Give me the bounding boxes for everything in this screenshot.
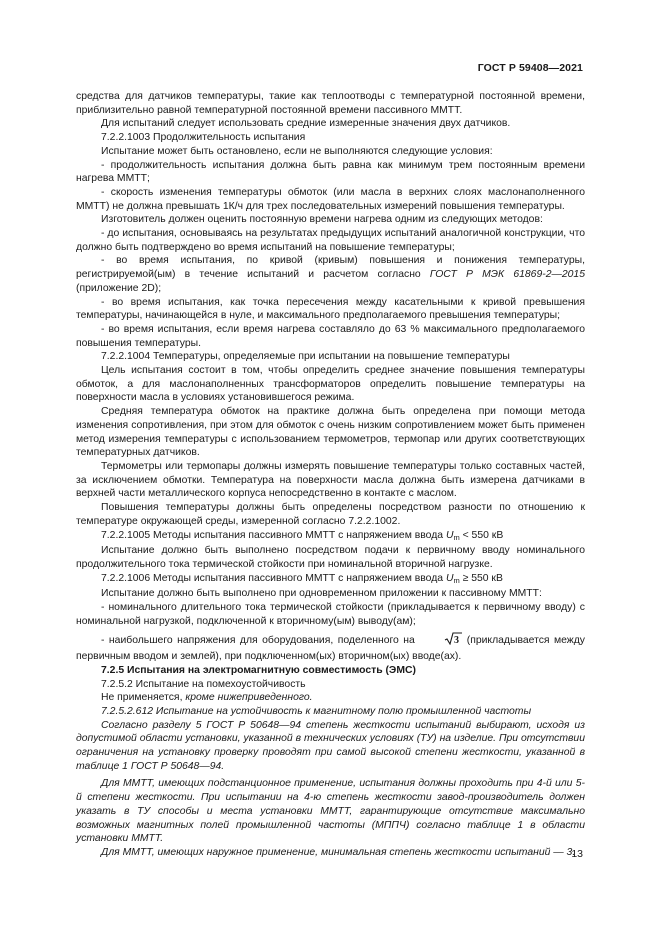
paragraph: Испытание должно быть выполнено посредством подачи к первичному вводу номинального продолжительного тока термической стойкости при номинальной вторичной нагрузке.	[76, 545, 585, 570]
text-run-italic: кроме нижеприведенного.	[185, 692, 313, 704]
text-run: (приложение 2D);	[76, 282, 162, 294]
list-item	[76, 632, 585, 663]
paragraph: Изготовитель должен оценить постоянную времени нагрева одним из следующих методов:	[101, 214, 543, 226]
paragraph: Испытание может быть остановлено, если не выполняются следующие условия:	[101, 145, 493, 157]
text-run: Не применяется,	[101, 692, 186, 704]
list-item: - скорость изменения температуры обмоток (или масла в верхних слоях маслонаполненного ММТТ) не должна превышать 1К/ч для трех последовательных измерений повышения температуры.	[76, 186, 585, 212]
list-item	[76, 254, 585, 295]
voltage-subscript: m	[453, 532, 460, 542]
text-run: - во время испытания, по кривой (кривым) повышения и понижения температуры, регистрируемой(ым) в течение испытаний и расчетом согласно	[76, 255, 585, 281]
voltage-symbol: U	[445, 572, 454, 584]
list-item: - во время испытания, если время нагрева составляло до 63 % максимального предполагаемого повышения температуры.	[76, 323, 585, 349]
text-run: < 550 кВ	[459, 529, 504, 541]
text-run: - наибольшего напряжения для оборудования, поделенного на	[101, 635, 420, 647]
paragraph: Для ММТТ, имеющих подстанционное применение, испытания должны проходить при 4-й или 5-й степени жесткости. При испытании на 4-ю степень жесткости завод-производитель должен указать в ТУ способы и места установки ММТТ, гарантирующие отсутствие максимально возможных магнитных полей промышленной частоты (МППЧ) согласно таблице 1 в области установки ММТТ.	[76, 778, 585, 845]
paragraph: Повышения температуры должны быть определены посредством разности по отношению к температуре окружающей среды, измеренной согласно 7.2.2.1002.	[76, 502, 585, 527]
paragraph	[76, 691, 585, 705]
voltage-subscript: m	[453, 575, 460, 585]
paragraph: средства для датчиков температуры, такие как теплоотводы с температурной постоянной времени, приблизительно равной температурной постоянной времени пассивного ММТТ.	[76, 91, 585, 116]
list-item: - до испытания, основываясь на результатах предыдущих испытаний аналогичной конструкции, что должно быть подтверждено во время испытаний на повышение температуры;	[76, 228, 585, 253]
text-run: 7.2.2.1005 Методы испытания пассивного ММТТ с напряжением ввода	[101, 529, 446, 541]
paragraph: Цель испытания состоит в том, чтобы определить среднее значение повышения температуры обмоток, а для маслонаполненных трансформаторов определить повышение температуры на поверхности масла в условиях установившегося режима.	[76, 365, 585, 404]
sqrt-radicand: 3	[454, 635, 460, 646]
standard-header: ГОСТ Р 59408—2021	[477, 62, 583, 74]
list-item: - продолжительность испытания должна быть равна как минимум трем постоянным времени нагрева ММТТ;	[76, 159, 585, 185]
standard-reference: ГОСТ Р МЭК 61869-2—2015	[429, 269, 585, 281]
text-run: (прикладывается между первичным вводом и землей), при подключенном(ых) вторичном(ых) вводе(ах).	[76, 635, 586, 663]
section-heading: 7.2.5.2.612 Испытание на устойчивость к магнитному полю промышленной частоты	[101, 705, 532, 717]
paragraph: Испытание должно быть выполнено при одновременном приложении к пассивному ММТТ:	[101, 588, 542, 600]
list-item: - номинального длительного тока термической стойкости (прикладывается к первичному вводу) с номинальной нагрузкой, подключенной к вторичному(ым) выводу(ам);	[76, 602, 585, 627]
section-heading: 7.2.2.1003 Продолжительность испытания	[101, 132, 306, 144]
paragraph: Для испытаний следует использовать средние измеренные значения двух датчиков.	[101, 118, 511, 130]
document-body	[76, 90, 585, 860]
section-heading	[76, 572, 585, 588]
list-item: - во время испытания, как точка пересечения между касательными к кривой превышения температуры, начинающейся в нуле, и максимального предполагаемого превышения температуры;	[76, 296, 585, 322]
paragraph: Для ММТТ, имеющих наружное применение, минимальная степень жесткости испытаний — 3.	[101, 846, 576, 858]
square-root-icon	[444, 632, 462, 645]
section-heading: 7.2.2.1004 Температуры, определяемые при испытании на повышение температуры	[101, 351, 510, 363]
text-run: ≥ 550 кВ	[459, 572, 503, 584]
section-heading: 7.2.5.2 Испытание на помехоустойчивость	[101, 678, 306, 690]
square-root-symbol	[419, 632, 462, 650]
section-heading: 7.2.5 Испытания на электромагнитную совместимость (ЭМС)	[101, 664, 416, 676]
section-heading	[76, 529, 585, 545]
voltage-symbol: U	[445, 529, 454, 541]
text-run: 7.2.2.1006 Методы испытания пассивного ММТТ с напряжением ввода	[101, 572, 446, 584]
paragraph: Средняя температура обмоток на практике должна быть определена при помощи метода изменения сопротивления, при этом для обмоток с очень низким сопротивлением может быть применен метод измерения температуры с использованием термометров, термопар или других соответствующих температурных датчиков.	[76, 406, 585, 459]
paragraph: Согласно разделу 5 ГОСТ Р 50648—94 степень жесткости испытаний выбирают, исходя из допустимой области установки, указанной в технических условиях (ТУ) на изделие. При отсутствии ограничения на установку проверку проводят при самой высокой степени жесткости, указанной в таблице 1 ГОСТ Р 50648—94.	[76, 719, 585, 772]
paragraph: Термометры или термопары должны измерять повышение температуры только составных частей, за исключением обмотки. Температура на поверхности масла должна быть измерена датчиками в верхней части металлического корпуса непосредственно в контакте с маслом.	[76, 460, 585, 500]
page-number: 13	[571, 848, 583, 860]
